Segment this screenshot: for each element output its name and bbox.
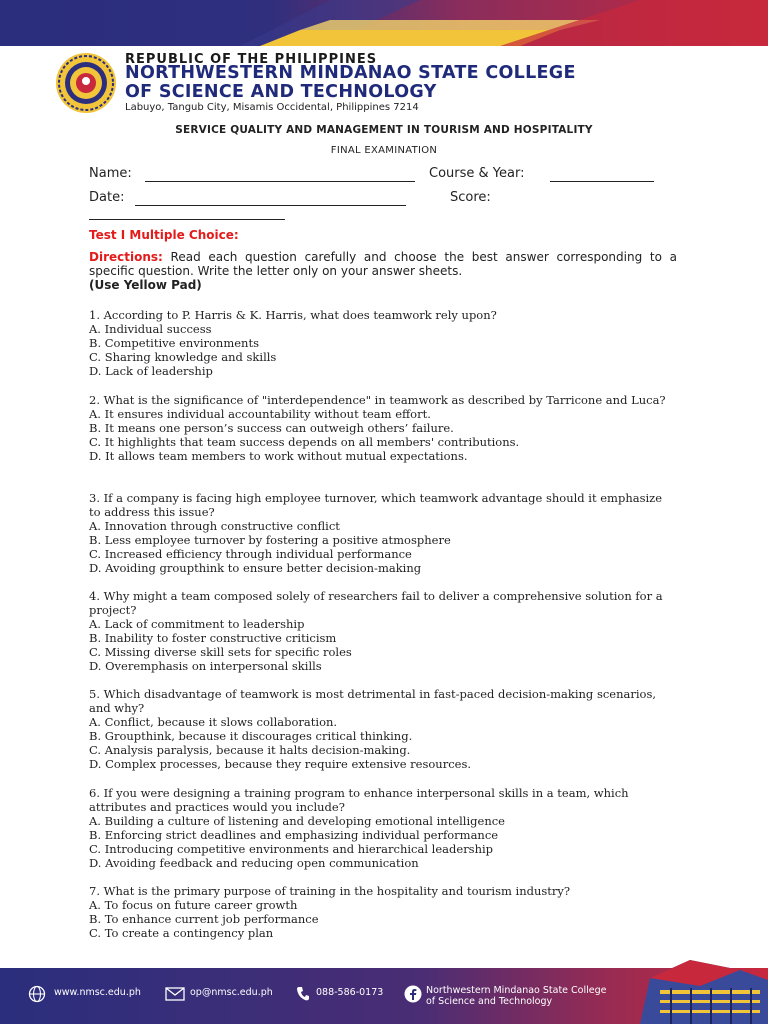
directions-note: (Use Yellow Pad) — [89, 278, 202, 292]
top-decorative-band — [0, 0, 768, 46]
republic-label: REPUBLIC OF THE PHILIPPINES — [125, 52, 378, 67]
question-text: 4. Why might a team composed solely of researchers fail to deliver a comprehensive solution for a project? — [89, 589, 663, 618]
option-c: C. To create a contingency plan — [89, 926, 274, 941]
exam-title-block — [89, 124, 679, 156]
option-a: A. Conflict, because it slows collaboration. — [89, 715, 338, 730]
question-6 — [89, 786, 677, 871]
option-c: C. Increased efficiency through individual performance — [89, 547, 412, 562]
college-name-line2: OF SCIENCE AND TECHNOLOGY — [125, 82, 437, 102]
college-name — [125, 64, 576, 102]
question-text: 2. What is the significance of "interdependence" in teamwork as described by Tarricone and Luca? — [89, 393, 666, 407]
course-label: Course & Year: — [429, 166, 525, 181]
date-label: Date: — [89, 190, 125, 205]
option-d: D. It allows team members to work without mutual expectations. — [89, 449, 468, 464]
footer-phone[interactable]: 088-586-0173 — [316, 987, 384, 998]
option-c: C. Sharing knowledge and skills — [89, 350, 277, 365]
option-d: D. Overemphasis on interpersonal skills — [89, 659, 322, 674]
question-text: 7. What is the primary purpose of training in the hospitality and tourism industry? — [89, 884, 571, 898]
option-a: A. Individual success — [89, 322, 212, 337]
option-d: D. Avoiding feedback and reducing open communication — [89, 856, 419, 871]
question-5 — [89, 687, 677, 772]
footer-fb-line2: of Science and Technology — [426, 996, 553, 1007]
name-line — [145, 181, 415, 182]
option-c: C. Analysis paralysis, because it halts decision-making. — [89, 743, 411, 758]
option-b: B. It means one person’s success can outweigh others’ failure. — [89, 421, 454, 436]
score-line — [89, 219, 285, 220]
option-a: A. To focus on future career growth — [89, 898, 298, 913]
option-b: B. Inability to foster constructive criticism — [89, 631, 337, 646]
question-text: 3. If a company is facing high employee turnover, which teamwork advantage should it emphasize to address this issue? — [89, 491, 663, 520]
question-text: 6. If you were designing a training program to enhance interpersonal skills in a team, which attributes and practices would you include? — [89, 786, 629, 815]
option-d: D. Complex processes, because they require extensive resources. — [89, 757, 472, 772]
option-b: B. Less employee turnover by fostering a positive atmosphere — [89, 533, 451, 548]
question-4 — [89, 589, 677, 674]
directions — [89, 250, 677, 292]
option-d: D. Avoiding groupthink to ensure better decision-making — [89, 561, 422, 576]
option-b: B. Competitive environments — [89, 336, 259, 351]
score-field — [450, 190, 491, 205]
email-icon — [165, 987, 185, 1001]
directions-text: Read each question carefully and choose the best answer corresponding to a specific question. Write the letter only on your answer sheets. — [89, 250, 677, 278]
option-b: B. To enhance current job performance — [89, 912, 319, 927]
exam-subtitle: FINAL EXAMINATION — [330, 145, 438, 156]
name-field — [89, 166, 132, 181]
option-d: D. Lack of leadership — [89, 364, 213, 379]
option-a: A. It ensures individual accountability without team effort. — [89, 407, 431, 422]
question-text: 5. Which disadvantage of teamwork is most detrimental in fast-paced decision-making scenarios, and why? — [89, 687, 657, 716]
directions-label: Directions: — [89, 250, 163, 264]
footer-website[interactable]: www.nmsc.edu.ph — [54, 987, 141, 998]
option-c: C. Introducing competitive environments and hierarchical leadership — [89, 842, 494, 857]
score-label: Score: — [450, 190, 491, 205]
course-field — [429, 166, 524, 181]
question-2 — [89, 393, 677, 463]
option-c: C. Missing diverse skill sets for specific roles — [89, 645, 352, 660]
option-a: A. Lack of commitment to leadership — [89, 617, 305, 632]
college-header — [55, 52, 735, 114]
phone-icon — [296, 986, 310, 1002]
option-b: B. Groupthink, because it discourages critical thinking. — [89, 729, 413, 744]
course-line — [550, 181, 654, 182]
question-1 — [89, 308, 677, 378]
name-label: Name: — [89, 166, 132, 181]
college-address: Labuyo, Tangub City, Misamis Occidental, Philippines 7214 — [125, 102, 419, 113]
college-name-line1: NORTHWESTERN MINDANAO STATE COLLEGE — [125, 63, 576, 83]
footer-facebook[interactable] — [426, 985, 606, 1007]
exam-title: SERVICE QUALITY AND MANAGEMENT IN TOURISM AND HOSPITALITY — [175, 124, 593, 136]
globe-icon — [28, 985, 46, 1003]
test-heading: Test I Multiple Choice: — [89, 228, 239, 242]
footer-fb-line1: Northwestern Mindanao State College — [426, 985, 607, 996]
college-seal-icon — [55, 52, 117, 114]
facebook-icon — [404, 985, 422, 1003]
question-7 — [89, 884, 677, 940]
date-field — [89, 190, 124, 205]
option-c: C. It highlights that team success depends on all members' contributions. — [89, 435, 520, 450]
date-line — [135, 205, 406, 206]
question-text: 1. According to P. Harris & K. Harris, what does teamwork rely upon? — [89, 308, 497, 322]
footer-email[interactable]: op@nmsc.edu.ph — [190, 987, 273, 998]
option-b: B. Enforcing strict deadlines and emphasizing individual performance — [89, 828, 499, 843]
question-3 — [89, 491, 677, 576]
option-a: A. Innovation through constructive conflict — [89, 519, 340, 534]
option-a: A. Building a culture of listening and developing emotional intelligence — [89, 814, 505, 829]
